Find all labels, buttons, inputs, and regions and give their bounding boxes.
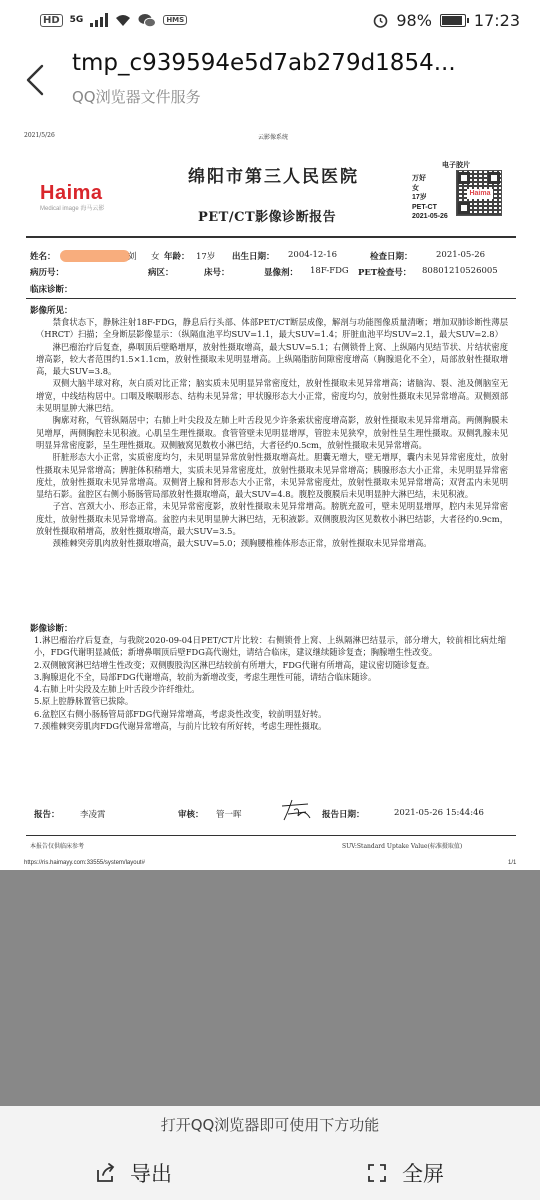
export-button[interactable] xyxy=(94,1158,172,1188)
name-value: 刘 xyxy=(128,252,137,262)
tracer-value: 18F-FDG xyxy=(310,266,349,276)
page-url: https://ris.haimayy.com:33555/system/layout# xyxy=(24,860,145,866)
redaction-mark xyxy=(60,250,130,262)
record-no-label: 病历号： xyxy=(30,268,65,278)
fullscreen-label: 全屏 xyxy=(402,1162,444,1186)
hospital-name: 绵阳市第三人民医院 xyxy=(188,167,359,187)
reporter-label: 报告： xyxy=(34,810,60,820)
bottom-toolbar xyxy=(0,1106,540,1200)
reviewer-name: 管一晖 xyxy=(216,810,242,820)
age-value: 17岁 xyxy=(196,252,216,262)
qr-code[interactable] xyxy=(456,170,502,216)
haima-logo: Haima Medical image 海马云影 xyxy=(40,182,105,212)
disclaimer: 本报告仅供临床参考 xyxy=(30,843,85,850)
signal-icon xyxy=(90,13,108,27)
divider xyxy=(26,298,516,299)
system-name: 云影像系统 xyxy=(258,134,289,141)
fullscreen-button[interactable] xyxy=(366,1158,444,1188)
clock: 17:23 xyxy=(473,10,520,30)
network-type: 5G xyxy=(69,15,84,25)
electronic-film-label: 电子胶片 xyxy=(442,162,470,169)
wechat-icon xyxy=(138,13,156,28)
pet-no-label: PET检查号： xyxy=(358,268,412,278)
birth-label: 出生日期： xyxy=(232,252,275,262)
export-label: 导出 xyxy=(130,1162,172,1186)
birth-value: 2004-12-16 xyxy=(288,250,338,260)
pet-no-value: 80801210526005 xyxy=(422,266,498,276)
qr-logo: Haima xyxy=(467,189,493,199)
open-browser-hint: 打开QQ浏览器即可使用下方功能 xyxy=(160,1116,380,1134)
findings-text: 禁食状态下，静脉注射18F-FDG，静息后行头部、体部PET/CT断层成像，解剖与功能图像质量清晰；增加双肺诊断性薄层（HRCT）扫描；全身断层影像显示：（纵隔血池平均SUV=1.1，最大SUV=1.4；肝脏血池平均SUV=2.1，最大SUV=2.8） 淋巴瘤治疗后复查，鼻咽顶后壁略增厚，放射性摄取增高，最大SUV=5.1；右侧锁骨上窝、上纵隔内见结节状、片结状密度增高影，较大者范围约1.5×1.1cm，放射性摄取未见明显增高。上纵隔脂肪间隙密度增高（胸腺退化不全），局部放射性摄取增高，最大SUV=3.8。 双侧大脑半球对称，灰白质对比正常；脑实质未见明显异常密度灶，放射性摄取未见异常增高；诸脑沟、裂、池及侧脑室无增宽，中线结构居中。口咽及喉咽形态、结构未见异常；甲状腺形态大小正常，密度均匀，放射性摄取未见异常增高。双侧颈部未见明显肿大淋巴结。 胸廓对称，气管纵隔居中；右肺上叶尖段及左肺上叶舌段见少许条索状密度增高影，放射性摄取未见异常增高。两侧胸膜未见增厚，两侧胸腔未见积液。心肌呈生理性摄取。食管管壁未见明显增厚，管腔未见狭窄，放射性呈生理性摄取。双侧乳腺未见明显异常密度影，呈生理性摄取。双侧腋窝见数枚小淋巴结，大者径约0.5cm，放射性摄取未见异常增高。 肝脏形态大小正常，实质密度均匀，未见明显异常放射性摄取增高灶。胆囊无增大，壁无增厚，囊内未见异常密度灶，放射性摄取未见异常增高；脾脏体积稍增大，实质未见异常密度灶，放射性摄取未见异常增高；胰腺形态大小正常，未见明显异常密度灶，放射性摄取未见异常增高。双侧肾上腺和肾形态大小正常，未见异常密度灶，放射性摄取未见异常增高；双肾盂内未见明显结石影。盆腔区右侧小肠肠管局部放射性摄取增高，最大SUV=4.8。腹腔及腹膜后未见明显肿大淋巴结，未见积液。 子宫、宫颈大小、形态正常，未见异常密度影，放射性摄取未见异常增高。膀胱充盈可，壁未见明显增厚，腔内未见异常密度灶，放射性摄取未见异常增高。盆腔内未见明显肿大淋巴结，无积液影。双侧腹股沟区见数枚小淋巴结影，大者径约0.9cm，放射性摄取稍增高，放射性摄取增高，最大SUV=3.5。 颈椎棘突旁肌肉放射性摄取增高，最大SUV=5.0；颈胸腰椎椎体形态正常，放射性摄取未见异常增高。 xyxy=(36,317,508,549)
hd-badge: HD xyxy=(40,14,63,27)
name-label: 姓名： xyxy=(30,252,56,262)
wifi-icon xyxy=(115,14,131,27)
fullscreen-icon xyxy=(366,1162,388,1184)
print-date: 2021/5/26 xyxy=(24,132,55,139)
divider xyxy=(26,835,516,836)
file-title: tmp_c939594e5d7ab279d1854... xyxy=(72,50,456,76)
age-label: 年龄： xyxy=(164,252,190,262)
ward-label: 病区： xyxy=(148,268,174,278)
status-bar xyxy=(0,0,540,40)
diagnosis-title: 影像诊断： xyxy=(30,624,73,634)
back-arrow-icon[interactable] xyxy=(22,60,52,100)
report-date-value: 2021-05-26 15:44:46 xyxy=(394,808,484,818)
hms-badge: HMS xyxy=(163,15,187,25)
findings-title: 影像所见： xyxy=(30,306,73,316)
page-number: 1/1 xyxy=(508,860,517,866)
divider xyxy=(26,236,516,238)
reporter-name: 李凌霄 xyxy=(80,810,106,820)
app-header xyxy=(0,40,540,118)
diagnosis-text: 1.淋巴瘤治疗后复查，与我院2020-09-04日PET/CT片比较：右侧锁骨上窝、上纵隔淋巴结显示，部分增大，较前相比病灶缩小，FDG代谢明显减低；新增鼻咽顶后壁FDG高代谢灶，请结合临床，建议继续随诊复查；胸腺增生性改变。 2.双侧腋窝淋巴结增生性改变；双侧腹股沟区淋巴结较前有所增大，FDG代谢有所增高，建议密切随诊复查。 3.胸腺退化不全，局部FDG代谢增高，较前为新增改变，考虑生理性可能，请结合临床随诊。 4.右肺上叶尖段及左肺上叶舌段少许纤维灶。 5.原上腔静脉置管已拔除。 6.盆腔区右侧小肠肠管局部FDG代谢异常增高，考虑炎性改变，较前明显好转。 7.颈椎棘突旁肌肉FDG代谢异常增高，与前片比较有所好转，考虑生理性摄取。 xyxy=(34,635,506,732)
report-document[interactable] xyxy=(20,128,520,870)
reviewer-label: 审核： xyxy=(178,810,204,820)
exam-date-label: 检查日期： xyxy=(370,252,413,262)
battery-icon xyxy=(440,14,466,27)
report-date-label: 报告日期： xyxy=(322,810,365,820)
alarm-icon xyxy=(373,13,388,28)
patient-side-info: 万好 女 17岁 PET-CT 2021-05-26 xyxy=(412,175,448,220)
suv-note: SUV:Standard Uptake Value(标准摄取值) xyxy=(342,843,463,850)
bed-label: 床号： xyxy=(204,268,230,278)
handwritten-signature xyxy=(278,798,314,824)
tracer-label: 显像剂： xyxy=(264,268,299,278)
export-icon xyxy=(94,1162,116,1184)
exam-date-value: 2021-05-26 xyxy=(436,250,486,260)
file-source: QQ浏览器文件服务 xyxy=(72,88,201,106)
viewer-empty-area xyxy=(0,870,540,1106)
sex-value: 女 xyxy=(151,252,160,262)
report-title: PET/CT影像诊断报告 xyxy=(198,210,337,225)
clinical-diagnosis-label: 临床诊断： xyxy=(30,285,73,295)
battery-percent: 98% xyxy=(396,10,432,30)
